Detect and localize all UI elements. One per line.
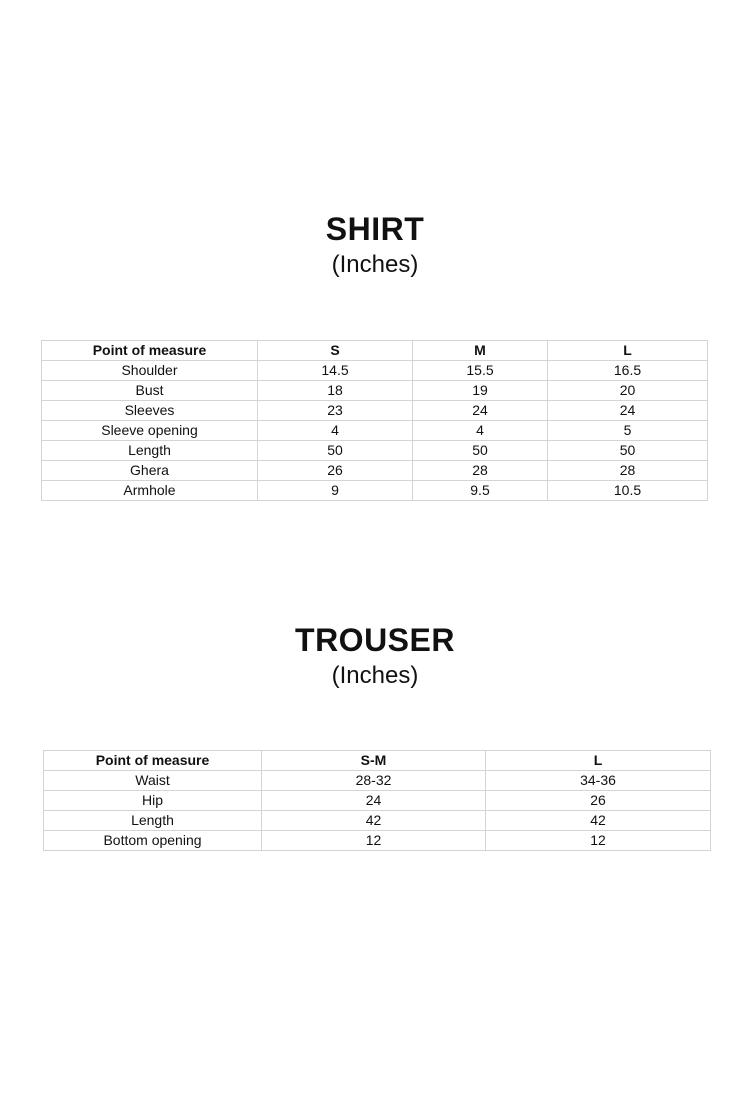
table-cell: 50: [548, 441, 708, 461]
column-header: L: [486, 751, 711, 771]
table-cell: Sleeve opening: [42, 421, 258, 441]
table-cell: Bust: [42, 381, 258, 401]
column-header: Point of measure: [42, 341, 258, 361]
table-cell: 42: [486, 811, 711, 831]
table-row: [42, 401, 708, 421]
table-cell: 12: [262, 831, 486, 851]
table-row: [42, 441, 708, 461]
shirt-title: SHIRT: [325, 211, 425, 247]
table-row: [44, 771, 711, 791]
table-cell: 24: [262, 791, 486, 811]
table-cell: Hip: [44, 791, 262, 811]
trouser-unit-label: (Inches): [331, 662, 419, 689]
column-header: L: [548, 341, 708, 361]
table-cell: Bottom opening: [44, 831, 262, 851]
shirt-unit-label: (Inches): [331, 251, 419, 278]
table-row: [44, 811, 711, 831]
table-cell: 24: [548, 401, 708, 421]
trouser-size-table: [43, 750, 711, 851]
table-row: [44, 791, 711, 811]
table-row: [42, 381, 708, 401]
column-header: S-M: [262, 751, 486, 771]
table-cell: 4: [413, 421, 548, 441]
column-header: M: [413, 341, 548, 361]
table-cell: 15.5: [413, 361, 548, 381]
table-cell: 16.5: [548, 361, 708, 381]
table-cell: 10.5: [548, 481, 708, 501]
table-cell: 9: [258, 481, 413, 501]
table-cell: 12: [486, 831, 711, 851]
table-cell: Length: [42, 441, 258, 461]
table-cell: 14.5: [258, 361, 413, 381]
table-cell: Armhole: [42, 481, 258, 501]
table-cell: 23: [258, 401, 413, 421]
table-header-row: [42, 341, 708, 361]
table-cell: 5: [548, 421, 708, 441]
table-cell: Sleeves: [42, 401, 258, 421]
table-cell: 18: [258, 381, 413, 401]
table-header-row: [44, 751, 711, 771]
trouser-title: TROUSER: [295, 622, 455, 658]
table-row: [42, 461, 708, 481]
table-cell: 50: [258, 441, 413, 461]
table-cell: Length: [44, 811, 262, 831]
table-cell: 50: [413, 441, 548, 461]
table-cell: 24: [413, 401, 548, 421]
table-cell: 28: [413, 461, 548, 481]
table-cell: Ghera: [42, 461, 258, 481]
table-cell: Waist: [44, 771, 262, 791]
table-row: [42, 481, 708, 501]
shirt-size-table: [41, 340, 708, 501]
column-header: Point of measure: [44, 751, 262, 771]
table-cell: 42: [262, 811, 486, 831]
table-row: [42, 421, 708, 441]
table-cell: 34-36: [486, 771, 711, 791]
table-row: [44, 831, 711, 851]
table-cell: 19: [413, 381, 548, 401]
table-cell: 20: [548, 381, 708, 401]
table-cell: Shoulder: [42, 361, 258, 381]
table-cell: 9.5: [413, 481, 548, 501]
table-cell: 4: [258, 421, 413, 441]
table-cell: 28: [548, 461, 708, 481]
table-cell: 26: [258, 461, 413, 481]
column-header: S: [258, 341, 413, 361]
table-row: [42, 361, 708, 381]
table-cell: 28-32: [262, 771, 486, 791]
table-cell: 26: [486, 791, 711, 811]
